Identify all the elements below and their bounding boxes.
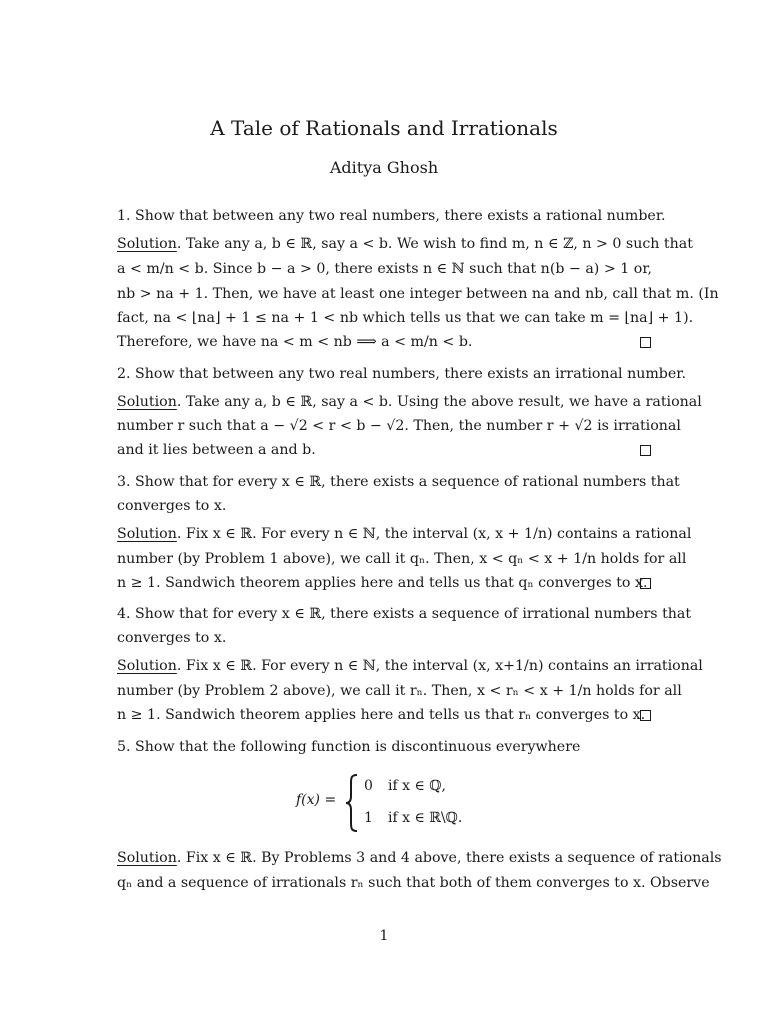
problem-1-solution-line: nb > na + 1. Then, we have at least one integer between na and nb, call that m. (In	[117, 286, 719, 302]
problem-1-statement: 1. Show that between any two real numbers, there exists a rational number.	[117, 208, 666, 224]
problem-4-statement: converges to x.	[117, 630, 227, 646]
problem-4-solution-line: n ≥ 1. Sandwich theorem applies here and tells us that rₙ converges to x.	[117, 707, 646, 723]
formula-lhs: f(x) =	[296, 792, 337, 808]
problem-1-solution-line: Solution. Take any a, b ∈ ℝ, say a < b. We wish to find m, n ∈ ℤ, n > 0 such that	[117, 236, 693, 252]
problem-3-solution-line: n ≥ 1. Sandwich theorem applies here and tells us that qₙ converges to x.	[117, 575, 648, 591]
problem-1-solution-line: a < m/n < b. Since b − a > 0, there exists n ∈ ℕ such that n(b − a) > 1 or,	[117, 261, 653, 277]
solution-label: Solution	[117, 526, 177, 542]
qed-symbol	[640, 709, 651, 725]
qed-symbol	[640, 444, 651, 460]
problem-3-statement: 3. Show that for every x ∈ ℝ, there exists a sequence of rational numbers that	[117, 474, 680, 490]
problem-4-statement: 4. Show that for every x ∈ ℝ, there exists a sequence of irrational numbers that	[117, 606, 692, 622]
problem-5-solution-line: Solution. Fix x ∈ ℝ. By Problems 3 and 4 above, there exists a sequence of rationals	[117, 850, 722, 866]
problem-2-solution-line: Solution. Take any a, b ∈ ℝ, say a < b. Using the above result, we have a rational	[117, 394, 702, 410]
author-name: Aditya Ghosh	[329, 158, 439, 177]
problem-5-statement: 5. Show that the following function is discontinuous everywhere	[117, 739, 581, 755]
solution-label: Solution	[117, 658, 177, 674]
problem-3-solution-line: Solution. Fix x ∈ ℝ. For every n ∈ ℕ, the interval (x, x + 1/n) contains a rational	[117, 526, 692, 542]
problem-4-solution-line: Solution. Fix x ∈ ℝ. For every n ∈ ℕ, the interval (x, x+1/n) contains an irrational	[117, 658, 703, 674]
solution-label: Solution	[117, 850, 177, 866]
solution-label: Solution	[117, 394, 177, 410]
problem-4-solution-line: number (by Problem 2 above), we call it rₙ. Then, x < rₙ < x + 1/n holds for all	[117, 683, 682, 699]
paper-title: A Tale of Rationals and Irrationals	[210, 116, 558, 140]
solution-label: Solution	[117, 236, 177, 252]
formula-case-rational: 0 if x ∈ ℚ,	[364, 778, 446, 794]
problem-5-solution-line: qₙ and a sequence of irrationals rₙ such that both of them converges to x. Observe	[117, 875, 710, 891]
problem-1-solution-line: Therefore, we have na < m < nb ⟹ a < m/n < b.	[117, 334, 473, 350]
qed-symbol	[640, 336, 651, 352]
problem-2-statement: 2. Show that between any two real numbers, there exists an irrational number.	[117, 366, 687, 382]
formula-case-irrational: 1 if x ∈ ℝ\ℚ.	[364, 810, 463, 826]
piecewise-function	[296, 770, 496, 834]
page-number: 1	[379, 928, 389, 944]
qed-symbol	[640, 577, 651, 593]
problem-3-statement: converges to x.	[117, 498, 227, 514]
problem-2-solution-line: and it lies between a and b.	[117, 442, 316, 458]
problem-2-solution-line: number r such that a − √2 < r < b − √2. Then, the number r + √2 is irrational	[117, 418, 681, 434]
problem-1-solution-line: fact, na < ⌊na⌋ + 1 ≤ na + 1 < nb which tells us that we can take m = ⌊na⌋ + 1).	[117, 310, 694, 326]
problem-3-solution-line: number (by Problem 1 above), we call it qₙ. Then, x < qₙ < x + 1/n holds for all	[117, 551, 687, 567]
left-brace-icon	[345, 774, 359, 832]
